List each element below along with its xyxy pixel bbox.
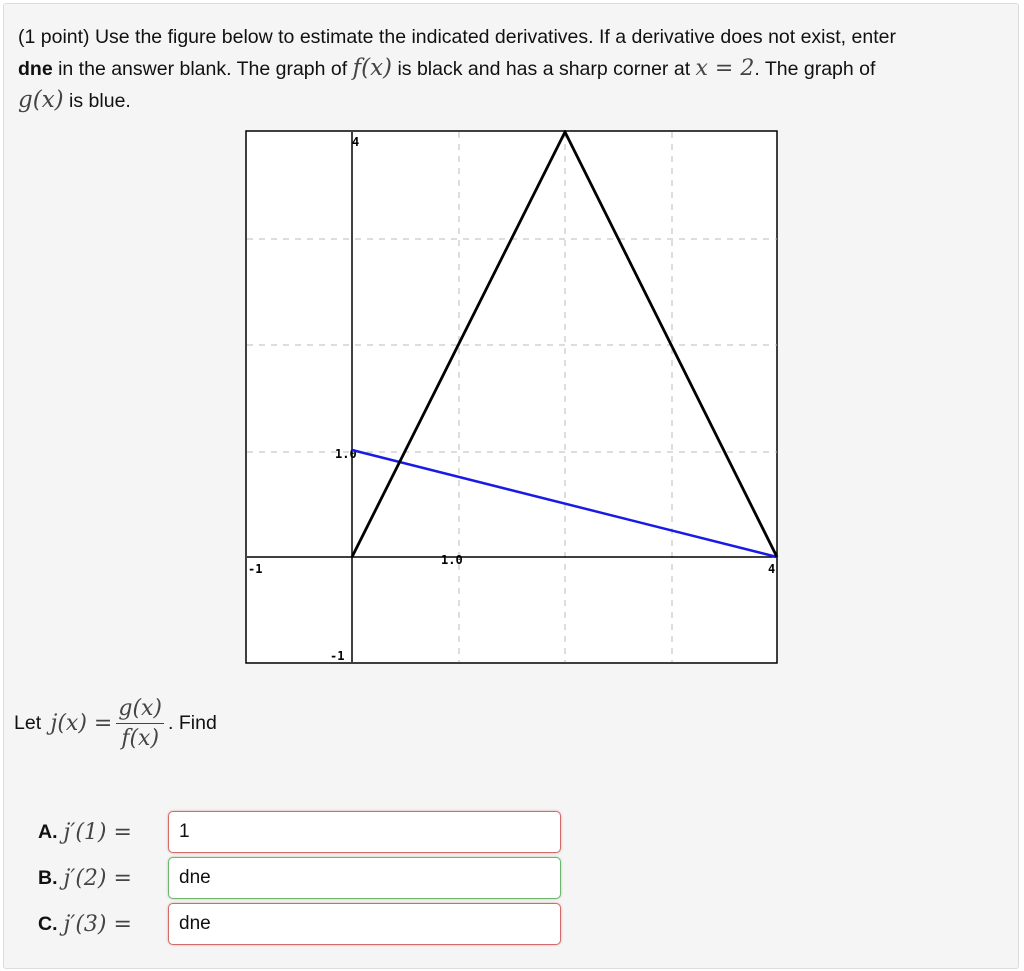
tick-x-4: 4 — [768, 562, 776, 576]
let-suffix: . Find — [168, 711, 217, 734]
fraction-numerator: g(x) — [116, 696, 164, 724]
g-of-x: g(x) — [18, 87, 64, 113]
answer-a-label: A. — [38, 820, 58, 843]
answer-a-input[interactable] — [168, 811, 561, 853]
answer-c-label: C. — [38, 912, 58, 935]
f-of-x: f(x) — [352, 55, 393, 81]
answer-row-a — [38, 810, 132, 854]
answer-b-label: B. — [38, 866, 58, 889]
answer-c-input[interactable] — [168, 903, 561, 945]
j-fraction — [116, 696, 164, 751]
corner-location: x = 2 — [695, 56, 755, 81]
problem-sentence-5: is blue. — [63, 90, 131, 112]
problem-text — [18, 22, 1008, 117]
let-statement — [14, 683, 217, 763]
answer-b-expression: j′(2) = — [63, 865, 132, 891]
problem-sentence-1: (1 point) Use the figure below to estimate the indicated derivatives. If a derivative does not exist, enter — [18, 26, 896, 48]
answer-row-c — [38, 902, 132, 946]
answer-row-b — [38, 856, 132, 900]
tick-x-minus-1: -1 — [248, 562, 263, 576]
let-prefix: Let — [14, 711, 47, 734]
answer-c-expression: j′(3) = — [63, 911, 132, 937]
fraction-denominator: f(x) — [121, 725, 160, 751]
j-definition-lhs: j(x) = — [50, 710, 113, 736]
answer-a-expression: j′(1) = — [63, 819, 132, 845]
problem-sentence-4: . The graph of — [754, 58, 876, 80]
function-graph — [245, 130, 779, 670]
problem-sentence-2: in the answer blank. The graph of — [52, 58, 353, 80]
tick-y-4: 4 — [352, 135, 360, 149]
tick-y-1: 1.0 — [335, 447, 357, 461]
tick-x-1: 1.0 — [441, 553, 463, 567]
tick-y-minus-1: -1 — [330, 649, 345, 663]
answer-b-input[interactable] — [168, 857, 561, 899]
dne-keyword: dne — [18, 58, 53, 80]
problem-sentence-3: is black and has a sharp corner at — [392, 58, 696, 80]
